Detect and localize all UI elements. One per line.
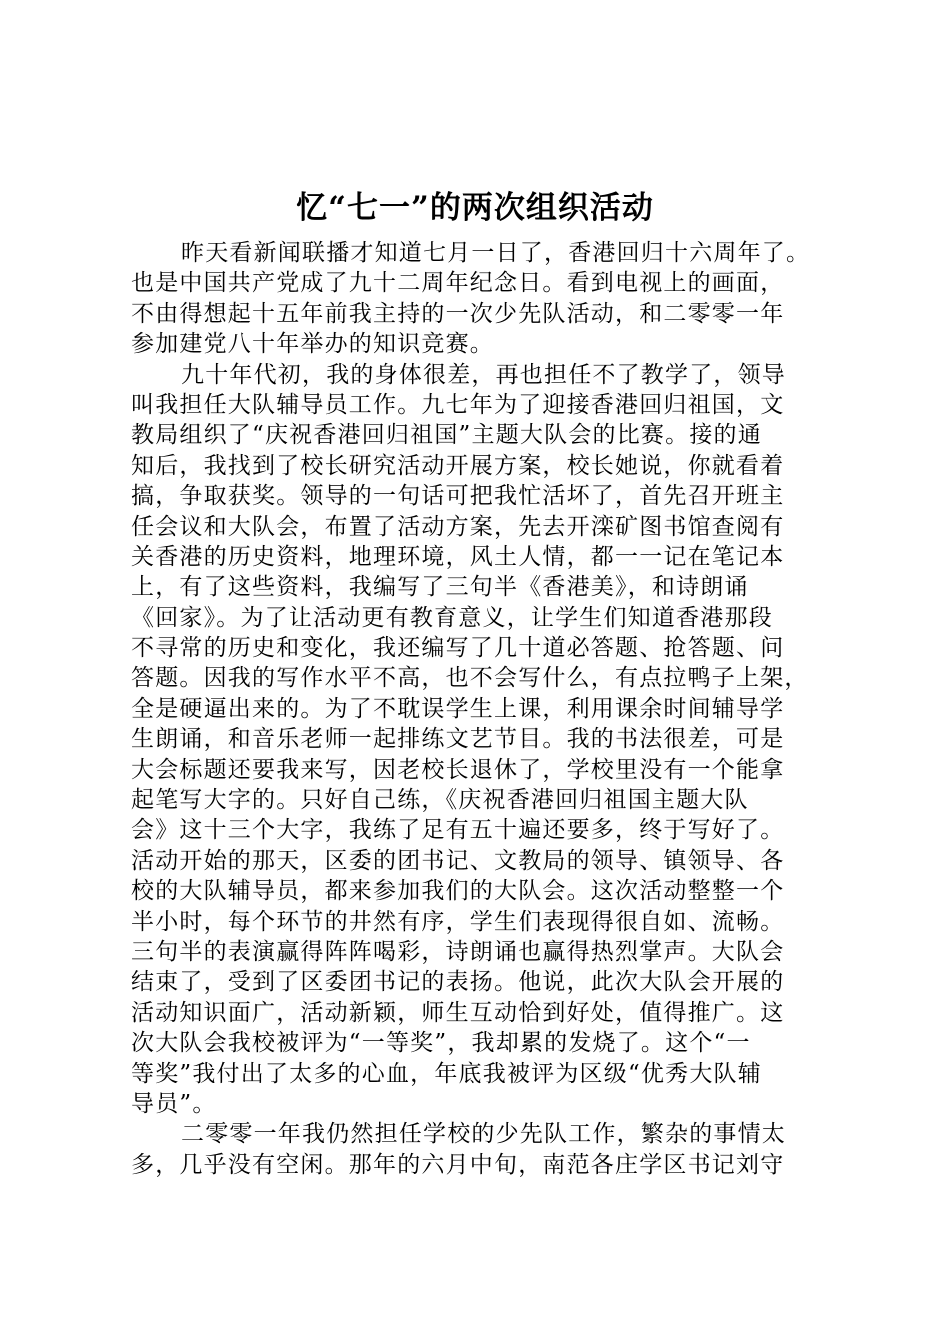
- body-line: 参加建党八十年举办的知识竞赛。: [131, 331, 494, 358]
- body-line: 答题。因我的写作水平不高，也不会写什么，有点拉鸭子上架，: [131, 665, 809, 692]
- body-line: 九十年代初，我的身体很差，再也担任不了教学了，领导: [181, 361, 786, 388]
- body-line: 不由得想起十五年前我主持的一次少先队活动，和二零零一年: [131, 300, 785, 327]
- document-body: [131, 238, 836, 1180]
- body-line: 三句半的表演赢得阵阵喝彩，诗朗诵也赢得热烈掌声。大队会: [131, 938, 785, 965]
- body-line: 任会议和大队会，布置了活动方案，先去开滦矿图书馆查阅有: [131, 513, 785, 540]
- body-line: 昨天看新闻联播才知道七月一日了，香港回归十六周年了。: [181, 240, 811, 266]
- body-line: 全是硬逼出来的。为了不耽误学生上课，利用课余时间辅导学: [131, 695, 785, 722]
- body-line: 校的大队辅导员，都来参加我们的大队会。这次活动整整一个: [131, 878, 785, 905]
- body-line: 搞，争取获奖。领导的一句话可把我忙活坏了，首先召开班主: [131, 483, 785, 510]
- body-line: 起笔写大字的。只好自己练，《庆祝香港回归祖国主题大队: [131, 787, 749, 814]
- body-line: 不寻常的历史和变化，我还编写了几十道必答题、抢答题、问: [131, 635, 785, 662]
- body-line: 等奖”我付出了太多的心血，年底我被评为区级“优秀大队辅: [131, 1060, 762, 1087]
- body-line: 半小时，每个环节的井然有序，学生们表现得很自如、流畅。: [131, 908, 785, 935]
- body-line: 大会标题还要我来写，因老校长退休了，学校里没有一个能拿: [131, 756, 785, 783]
- body-line: 教局组织了“庆祝香港回归祖国”主题大队会的比赛。接的通: [131, 422, 762, 449]
- body-line: 活动开始的那天，区委的团书记、文教局的领导、镇领导、各: [131, 847, 785, 874]
- document-title: 忆“七一”的两次组织活动: [296, 190, 654, 226]
- body-line: 也是中国共产党成了九十二周年纪念日。看到电视上的画面，: [131, 270, 785, 297]
- body-line: 导员”。: [131, 1090, 217, 1117]
- body-line: 次大队会我校被评为“一等奖”，我却累的发烧了。这个“一: [131, 1030, 751, 1057]
- body-line: 上，有了这些资料，我编写了三句半《香港美》，和诗朗诵: [131, 574, 749, 601]
- body-line: 结束了，受到了区委团书记的表扬。他说，此次大队会开展的: [131, 969, 785, 996]
- body-line: 活动知识面广，活动新颖，师生互动恰到好处，值得推广。这: [131, 999, 785, 1026]
- body-line: 知后，我找到了校长研究活动开展方案，校长她说，你就看着: [131, 452, 785, 479]
- body-line: 叫我担任大队辅导员工作。九七年为了迎接香港回归祖国，文: [131, 391, 785, 418]
- body-line: 多，几乎没有空闲。那年的六月中旬，南范各庄学区书记刘守: [131, 1151, 785, 1178]
- body-line: 会》这十三个大字，我练了足有五十遍还要多，终于写好了。: [131, 817, 785, 844]
- body-line: 关香港的历史资料，地理环境，风土人情，都一一记在笔记本: [131, 543, 785, 570]
- body-line: 生朗诵，和音乐老师一起排练文艺节目。我的书法很差，可是: [131, 726, 785, 753]
- body-line: 二零零一年我仍然担任学校的少先队工作，繁杂的事情太: [181, 1121, 786, 1148]
- body-line: 《回家》。为了让活动更有教育意义，让学生们知道香港那段: [131, 604, 773, 631]
